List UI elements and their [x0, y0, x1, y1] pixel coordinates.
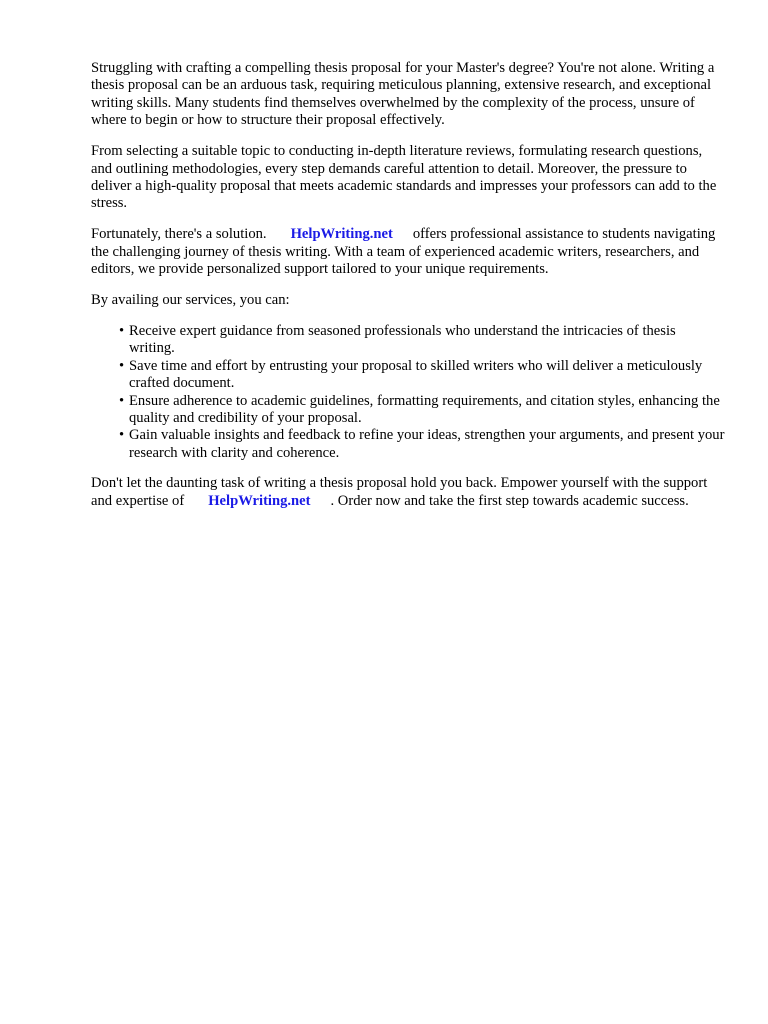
list-item-text: Save time and effort by entrusting your proposal to skilled writers who will deliver a meticulously crafted document.	[129, 357, 703, 392]
bullet-icon: •	[119, 427, 125, 444]
closing-text-after: . Order now and take the first step towards academic success.	[330, 492, 689, 509]
list-item	[119, 427, 725, 462]
bullet-icon: •	[119, 322, 125, 339]
solution-paragraph	[91, 226, 725, 278]
services-intro-paragraph: By availing our services, you can:	[91, 291, 290, 308]
bullet-icon: •	[119, 392, 125, 409]
helpwriting-link[interactable]: HelpWriting.net	[208, 492, 311, 509]
list-item-text: Gain valuable insights and feedback to refine your ideas, strengthen your arguments, and present your research with clarity and coherence.	[129, 427, 725, 461]
solution-text-before: Fortunately, there's a solution.	[91, 226, 267, 243]
list-item	[119, 392, 725, 428]
closing-paragraph	[91, 475, 725, 510]
solution-text-after: offers professional assistance to students navigating the challenging journey of thesis writing. With a team of experienced academic writers, researchers, and editors, we provide personalized support tailored to your unique requirements.	[91, 226, 716, 278]
intro-paragraph: Struggling with crafting a compelling thesis proposal for your Master's degree? You're not alone. Writing a thesis proposal can be an arduous task, requiring meticulous planning, extensive research, and exceptional writing skills. Many students find themselves overwhelmed by the complexity of the process, unsure of where to begin or how to structure their proposal effectively.	[91, 60, 715, 129]
challenges-paragraph: From selecting a suitable topic to conducting in-depth literature reviews, formulating research questions, and outlining methodologies, every step demands careful attention to detail. Moreover, the pressure to deliver a high-quality proposal that meets academic standards and impresses your professors can add to the stress.	[91, 143, 717, 212]
closing-text-before: Don't let the daunting task of writing a thesis proposal hold you back. Empower yourself with the support and expertise of	[91, 475, 708, 509]
list-item	[119, 322, 725, 358]
document-body	[91, 60, 725, 523]
bullet-icon: •	[119, 357, 125, 374]
list-item	[119, 357, 725, 393]
services-list	[91, 323, 725, 462]
list-item-text: Receive expert guidance from seasoned professionals who understand the intricacies of thesis writing.	[129, 322, 676, 357]
list-item-text: Ensure adherence to academic guidelines, formatting requirements, and citation styles, enhancing the quality and credibility of your proposal.	[129, 392, 720, 426]
helpwriting-link[interactable]: HelpWriting.net	[290, 226, 393, 243]
